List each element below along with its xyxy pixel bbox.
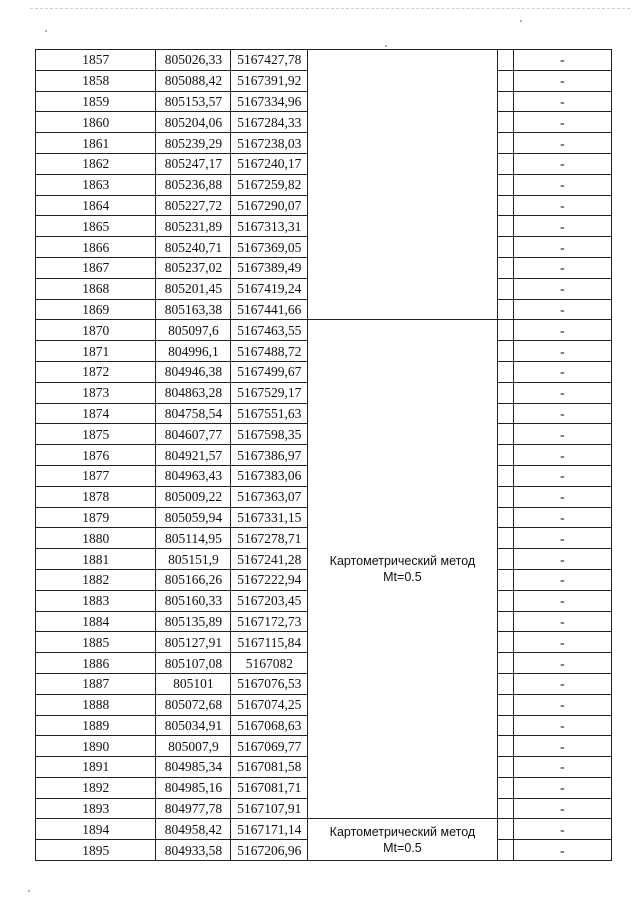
mark-cell: - xyxy=(513,507,611,528)
table-row xyxy=(36,50,612,71)
point-number-cell: 1882 xyxy=(36,569,156,590)
y-coordinate-cell: 5167241,28 xyxy=(231,549,308,570)
spacer-cell xyxy=(497,445,513,466)
y-coordinate-cell: 5167386,97 xyxy=(231,445,308,466)
point-number-cell: 1875 xyxy=(36,424,156,445)
x-coordinate-cell: 804996,1 xyxy=(156,341,231,362)
mark-cell: - xyxy=(513,424,611,445)
point-number-cell: 1861 xyxy=(36,133,156,154)
scan-speck xyxy=(520,20,522,22)
point-number-cell: 1885 xyxy=(36,632,156,653)
point-number-cell: 1858 xyxy=(36,70,156,91)
y-coordinate-cell: 5167240,17 xyxy=(231,153,308,174)
y-coordinate-cell: 5167290,07 xyxy=(231,195,308,216)
point-number-cell: 1868 xyxy=(36,278,156,299)
spacer-cell xyxy=(497,361,513,382)
point-number-cell: 1879 xyxy=(36,507,156,528)
scan-artifact-line xyxy=(30,8,630,9)
point-number-cell: 1890 xyxy=(36,736,156,757)
x-coordinate-cell: 805247,17 xyxy=(156,153,231,174)
spacer-cell xyxy=(497,320,513,341)
point-number-cell: 1884 xyxy=(36,611,156,632)
x-coordinate-cell: 805151,9 xyxy=(156,549,231,570)
spacer-cell xyxy=(497,174,513,195)
y-coordinate-cell: 5167334,96 xyxy=(231,91,308,112)
mark-cell: - xyxy=(513,50,611,71)
y-coordinate-cell: 5167076,53 xyxy=(231,673,308,694)
x-coordinate-cell: 805160,33 xyxy=(156,590,231,611)
x-coordinate-cell: 804607,77 xyxy=(156,424,231,445)
y-coordinate-cell: 5167206,96 xyxy=(231,840,308,861)
spacer-cell xyxy=(497,133,513,154)
mark-cell: - xyxy=(513,694,611,715)
x-coordinate-cell: 805153,57 xyxy=(156,91,231,112)
spacer-cell xyxy=(497,382,513,403)
method-label: Картометрический метод xyxy=(329,824,476,839)
x-coordinate-cell: 805166,26 xyxy=(156,569,231,590)
point-number-cell: 1888 xyxy=(36,694,156,715)
spacer-cell xyxy=(497,611,513,632)
mark-cell: - xyxy=(513,465,611,486)
spacer-cell xyxy=(497,819,513,840)
y-coordinate-cell: 5167074,25 xyxy=(231,694,308,715)
point-number-cell: 1859 xyxy=(36,91,156,112)
mark-cell: - xyxy=(513,528,611,549)
mark-cell: - xyxy=(513,133,611,154)
x-coordinate-cell: 804985,34 xyxy=(156,757,231,778)
mark-cell: - xyxy=(513,341,611,362)
point-number-cell: 1877 xyxy=(36,465,156,486)
spacer-cell xyxy=(497,216,513,237)
spacer-cell xyxy=(497,777,513,798)
point-number-cell: 1864 xyxy=(36,195,156,216)
x-coordinate-cell: 805227,72 xyxy=(156,195,231,216)
x-coordinate-cell: 804758,54 xyxy=(156,403,231,424)
spacer-cell xyxy=(497,507,513,528)
mark-cell: - xyxy=(513,403,611,424)
spacer-cell xyxy=(497,237,513,258)
x-coordinate-cell: 804977,78 xyxy=(156,798,231,819)
point-number-cell: 1876 xyxy=(36,445,156,466)
mark-cell: - xyxy=(513,237,611,258)
y-coordinate-cell: 5167171,14 xyxy=(231,819,308,840)
spacer-cell xyxy=(497,465,513,486)
spacer-cell xyxy=(497,299,513,320)
mark-cell: - xyxy=(513,777,611,798)
spacer-cell xyxy=(497,424,513,445)
y-coordinate-cell: 5167499,67 xyxy=(231,361,308,382)
mark-cell: - xyxy=(513,361,611,382)
method-cell xyxy=(308,819,497,861)
point-number-cell: 1880 xyxy=(36,528,156,549)
spacer-cell xyxy=(497,112,513,133)
x-coordinate-cell: 805007,9 xyxy=(156,736,231,757)
point-number-cell: 1857 xyxy=(36,50,156,71)
point-number-cell: 1893 xyxy=(36,798,156,819)
point-number-cell: 1895 xyxy=(36,840,156,861)
point-number-cell: 1878 xyxy=(36,486,156,507)
x-coordinate-cell: 804863,28 xyxy=(156,382,231,403)
spacer-cell xyxy=(497,715,513,736)
point-number-cell: 1892 xyxy=(36,777,156,798)
spacer-cell xyxy=(497,486,513,507)
mark-cell: - xyxy=(513,257,611,278)
mark-cell: - xyxy=(513,153,611,174)
spacer-cell xyxy=(497,403,513,424)
mark-cell: - xyxy=(513,278,611,299)
y-coordinate-cell: 5167441,66 xyxy=(231,299,308,320)
mark-cell: - xyxy=(513,91,611,112)
spacer-cell xyxy=(497,569,513,590)
x-coordinate-cell: 805072,68 xyxy=(156,694,231,715)
point-number-cell: 1870 xyxy=(36,320,156,341)
table-row xyxy=(36,819,612,840)
point-number-cell: 1860 xyxy=(36,112,156,133)
scan-speck xyxy=(45,30,47,32)
y-coordinate-cell: 5167284,33 xyxy=(231,112,308,133)
scan-speck xyxy=(385,45,387,47)
spacer-cell xyxy=(497,736,513,757)
coordinates-table xyxy=(35,49,612,861)
spacer-cell xyxy=(497,50,513,71)
spacer-cell xyxy=(497,195,513,216)
scan-speck xyxy=(28,890,30,892)
mark-cell: - xyxy=(513,486,611,507)
y-coordinate-cell: 5167369,05 xyxy=(231,237,308,258)
x-coordinate-cell: 805240,71 xyxy=(156,237,231,258)
mark-cell: - xyxy=(513,632,611,653)
spacer-cell xyxy=(497,91,513,112)
mark-cell: - xyxy=(513,174,611,195)
y-coordinate-cell: 5167107,91 xyxy=(231,798,308,819)
spacer-cell xyxy=(497,528,513,549)
point-number-cell: 1891 xyxy=(36,757,156,778)
spacer-cell xyxy=(497,590,513,611)
x-coordinate-cell: 804958,42 xyxy=(156,819,231,840)
method-cell xyxy=(308,320,497,819)
y-coordinate-cell: 5167222,94 xyxy=(231,569,308,590)
point-number-cell: 1889 xyxy=(36,715,156,736)
mark-cell: - xyxy=(513,299,611,320)
x-coordinate-cell: 804933,58 xyxy=(156,840,231,861)
mark-cell: - xyxy=(513,382,611,403)
x-coordinate-cell: 805135,89 xyxy=(156,611,231,632)
x-coordinate-cell: 804963,43 xyxy=(156,465,231,486)
y-coordinate-cell: 5167551,63 xyxy=(231,403,308,424)
point-number-cell: 1872 xyxy=(36,361,156,382)
point-number-cell: 1862 xyxy=(36,153,156,174)
x-coordinate-cell: 805237,02 xyxy=(156,257,231,278)
y-coordinate-cell: 5167081,71 xyxy=(231,777,308,798)
x-coordinate-cell: 805034,91 xyxy=(156,715,231,736)
y-coordinate-cell: 5167427,78 xyxy=(231,50,308,71)
point-number-cell: 1883 xyxy=(36,590,156,611)
y-coordinate-cell: 5167363,07 xyxy=(231,486,308,507)
method-accuracy-label: Mt=0.5 xyxy=(383,570,422,585)
x-coordinate-cell: 804946,38 xyxy=(156,361,231,382)
y-coordinate-cell: 5167389,49 xyxy=(231,257,308,278)
x-coordinate-cell: 804921,57 xyxy=(156,445,231,466)
y-coordinate-cell: 5167203,45 xyxy=(231,590,308,611)
point-number-cell: 1863 xyxy=(36,174,156,195)
point-number-cell: 1867 xyxy=(36,257,156,278)
y-coordinate-cell: 5167391,92 xyxy=(231,70,308,91)
y-coordinate-cell: 5167068,63 xyxy=(231,715,308,736)
spacer-cell xyxy=(497,153,513,174)
mark-cell: - xyxy=(513,611,611,632)
x-coordinate-cell: 805026,33 xyxy=(156,50,231,71)
x-coordinate-cell: 805231,89 xyxy=(156,216,231,237)
point-number-cell: 1886 xyxy=(36,653,156,674)
y-coordinate-cell: 5167278,71 xyxy=(231,528,308,549)
point-number-cell: 1894 xyxy=(36,819,156,840)
x-coordinate-cell: 805088,42 xyxy=(156,70,231,91)
y-coordinate-cell: 5167598,35 xyxy=(231,424,308,445)
point-number-cell: 1873 xyxy=(36,382,156,403)
mark-cell: - xyxy=(513,112,611,133)
x-coordinate-cell: 805236,88 xyxy=(156,174,231,195)
x-coordinate-cell: 805163,38 xyxy=(156,299,231,320)
x-coordinate-cell: 805127,91 xyxy=(156,632,231,653)
mark-cell: - xyxy=(513,798,611,819)
method-cell xyxy=(308,50,497,320)
spacer-cell xyxy=(497,798,513,819)
y-coordinate-cell: 5167115,84 xyxy=(231,632,308,653)
x-coordinate-cell: 805059,94 xyxy=(156,507,231,528)
spacer-cell xyxy=(497,653,513,674)
mark-cell: - xyxy=(513,569,611,590)
y-coordinate-cell: 5167331,15 xyxy=(231,507,308,528)
mark-cell: - xyxy=(513,590,611,611)
mark-cell: - xyxy=(513,757,611,778)
mark-cell: - xyxy=(513,819,611,840)
x-coordinate-cell: 805107,08 xyxy=(156,653,231,674)
spacer-cell xyxy=(497,257,513,278)
point-number-cell: 1871 xyxy=(36,341,156,362)
y-coordinate-cell: 5167529,17 xyxy=(231,382,308,403)
point-number-cell: 1866 xyxy=(36,237,156,258)
x-coordinate-cell: 805114,95 xyxy=(156,528,231,549)
mark-cell: - xyxy=(513,195,611,216)
spacer-cell xyxy=(497,549,513,570)
point-number-cell: 1865 xyxy=(36,216,156,237)
mark-cell: - xyxy=(513,320,611,341)
spacer-cell xyxy=(497,694,513,715)
method-accuracy-label: Mt=0.5 xyxy=(383,840,422,855)
mark-cell: - xyxy=(513,673,611,694)
point-number-cell: 1874 xyxy=(36,403,156,424)
x-coordinate-cell: 805204,06 xyxy=(156,112,231,133)
y-coordinate-cell: 5167238,03 xyxy=(231,133,308,154)
spacer-cell xyxy=(497,632,513,653)
point-number-cell: 1881 xyxy=(36,549,156,570)
x-coordinate-cell: 805097,6 xyxy=(156,320,231,341)
spacer-cell xyxy=(497,70,513,91)
y-coordinate-cell: 5167463,55 xyxy=(231,320,308,341)
mark-cell: - xyxy=(513,840,611,861)
x-coordinate-cell: 805009,22 xyxy=(156,486,231,507)
point-number-cell: 1869 xyxy=(36,299,156,320)
mark-cell: - xyxy=(513,715,611,736)
spacer-cell xyxy=(497,840,513,861)
spacer-cell xyxy=(497,341,513,362)
x-coordinate-cell: 805201,45 xyxy=(156,278,231,299)
y-coordinate-cell: 5167081,58 xyxy=(231,757,308,778)
y-coordinate-cell: 5167259,82 xyxy=(231,174,308,195)
spacer-cell xyxy=(497,757,513,778)
y-coordinate-cell: 5167313,31 xyxy=(231,216,308,237)
mark-cell: - xyxy=(513,736,611,757)
mark-cell: - xyxy=(513,653,611,674)
y-coordinate-cell: 5167383,06 xyxy=(231,465,308,486)
y-coordinate-cell: 5167419,24 xyxy=(231,278,308,299)
spacer-cell xyxy=(497,278,513,299)
y-coordinate-cell: 5167069,77 xyxy=(231,736,308,757)
x-coordinate-cell: 804985,16 xyxy=(156,777,231,798)
point-number-cell: 1887 xyxy=(36,673,156,694)
method-label: Картометрический метод xyxy=(329,554,476,569)
mark-cell: - xyxy=(513,445,611,466)
y-coordinate-cell: 5167172,73 xyxy=(231,611,308,632)
x-coordinate-cell: 805239,29 xyxy=(156,133,231,154)
mark-cell: - xyxy=(513,549,611,570)
table-row xyxy=(36,320,612,341)
spacer-cell xyxy=(497,673,513,694)
mark-cell: - xyxy=(513,216,611,237)
y-coordinate-cell: 5167082 xyxy=(231,653,308,674)
x-coordinate-cell: 805101 xyxy=(156,673,231,694)
mark-cell: - xyxy=(513,70,611,91)
y-coordinate-cell: 5167488,72 xyxy=(231,341,308,362)
